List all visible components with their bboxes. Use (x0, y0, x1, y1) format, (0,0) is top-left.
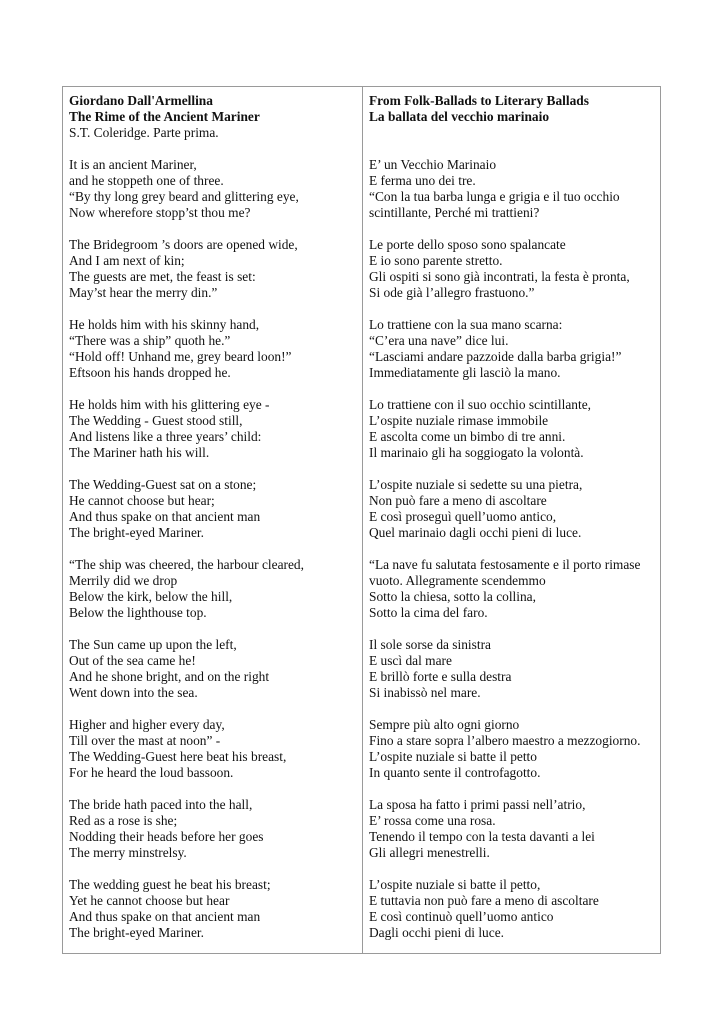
stanza (69, 797, 357, 861)
verse-line: “Con la tua barba lunga e grigia e il tuo occhio (369, 189, 620, 204)
verse-line: Gli allegri menestrelli. (369, 845, 490, 860)
stanza (69, 877, 357, 941)
verse-line: The bright-eyed Mariner. (69, 925, 204, 940)
stanza (369, 477, 657, 541)
verse-line: The Wedding-Guest here beat his breast, (69, 749, 287, 764)
verse-line: May’st hear the merry din.” (69, 285, 218, 300)
verse-line: L’ospite nuziale si sedette su una pietra, (369, 477, 583, 492)
verse-line: and he stoppeth one of three. (69, 173, 224, 188)
verse-line: L’ospite nuziale si batte il petto (369, 749, 537, 764)
verse-line: Went down into the sea. (69, 685, 198, 700)
column-divider (362, 87, 363, 953)
stanza (69, 717, 357, 781)
verse-line: And thus spake on that ancient man (69, 909, 261, 924)
verse-line: E’ un Vecchio Marinaio (369, 157, 497, 172)
verse-line: Sempre più alto ogni giorno (369, 717, 520, 732)
verse-line: L’ospite nuziale rimase immobile (369, 413, 549, 428)
verse-line: Lo trattiene con la sua mano scarna: (369, 317, 563, 332)
verse-line: Merrily did we drop (69, 573, 178, 588)
author-name: Giordano Dall'Armellina (69, 93, 213, 108)
verse-line: For he heard the loud bassoon. (69, 765, 234, 780)
verse-line: The Sun came up upon the left, (69, 637, 237, 652)
italian-stanzas (369, 157, 657, 941)
verse-line: He cannot choose but hear; (69, 493, 215, 508)
verse-line: Red as a rose is she; (69, 813, 178, 828)
verse-line: The Wedding - Guest stood still, (69, 413, 243, 428)
verse-line: The merry minstrelsy. (69, 845, 187, 860)
verse-line: And he shone bright, and on the right (69, 669, 270, 684)
verse-line: E uscì dal mare (369, 653, 452, 668)
verse-line: It is an ancient Mariner, (69, 157, 197, 172)
stanza (69, 397, 357, 461)
italian-column (369, 93, 657, 941)
english-stanzas (69, 157, 357, 941)
verse-line: Il sole sorse da sinistra (369, 637, 491, 652)
verse-line: Sotto la chiesa, sotto la collina, (369, 589, 536, 604)
verse-line: scintillante, Perché mi trattieni? (369, 205, 540, 220)
verse-line: And thus spake on that ancient man (69, 509, 261, 524)
verse-line: Gli ospiti si sono già incontrati, la festa è pronta, (369, 269, 630, 284)
poem-title-english: The Rime of the Ancient Mariner (69, 109, 260, 124)
bilingual-table (62, 86, 661, 954)
verse-line: Il marinaio gli ha soggiogato la volontà. (369, 445, 584, 460)
stanza (369, 317, 657, 381)
verse-line: E brillò forte e sulla destra (369, 669, 512, 684)
stanza (69, 237, 357, 301)
verse-line: Higher and higher every day, (69, 717, 225, 732)
verse-line: Si ode già l’allegro frastuono.” (369, 285, 535, 300)
verse-line: Sotto la cima del faro. (369, 605, 488, 620)
verse-line: Now wherefore stopp’st thou me? (69, 205, 251, 220)
verse-line: Tenendo il tempo con la testa davanti a lei (369, 829, 595, 844)
verse-line: E’ rossa come una rosa. (369, 813, 496, 828)
verse-line: “There was a ship” quoth he.” (69, 333, 231, 348)
verse-line: L’ospite nuziale si batte il petto, (369, 877, 541, 892)
verse-line: And listens like a three years’ child: (69, 429, 262, 444)
verse-line: The wedding guest he beat his breast; (69, 877, 271, 892)
stanza (69, 157, 357, 221)
verse-line: La sposa ha fatto i primi passi nell’atrio, (369, 797, 586, 812)
verse-line: E ascolta come un bimbo di tre anni. (369, 429, 566, 444)
verse-line: “La nave fu salutata festosamente e il porto rimase (369, 557, 641, 572)
verse-line: E così continuò quell’uomo antico (369, 909, 554, 924)
verse-line: The Wedding-Guest sat on a stone; (69, 477, 257, 492)
stanza (69, 557, 357, 621)
verse-line: “Hold off! Unhand me, grey beard loon!” (69, 349, 292, 364)
verse-line: Below the lighthouse top. (69, 605, 207, 620)
verse-line: “The ship was cheered, the harbour cleared, (69, 557, 304, 572)
verse-line: Quel marinaio dagli occhi pieni di luce. (369, 525, 582, 540)
verse-line: “C’era una nave” dice lui. (369, 333, 509, 348)
stanza (369, 157, 657, 221)
stanza (369, 237, 657, 301)
stanza (369, 717, 657, 781)
verse-line: Lo trattiene con il suo occhio scintillante, (369, 397, 591, 412)
verse-line: Si inabissò nel mare. (369, 685, 481, 700)
stanza (369, 637, 657, 701)
stanza (369, 797, 657, 861)
english-column (69, 93, 357, 941)
verse-line: “Lasciami andare pazzoide dalla barba grigia!” (369, 349, 622, 364)
poem-title-italian: La ballata del vecchio marinaio (369, 109, 550, 124)
verse-line: He holds him with his skinny hand, (69, 317, 260, 332)
verse-line: Yet he cannot choose but hear (69, 893, 230, 908)
verse-line: Below the kirk, below the hill, (69, 589, 233, 604)
verse-line: And I am next of kin; (69, 253, 185, 268)
verse-line: E così proseguì quell’uomo antico, (369, 509, 557, 524)
stanza (369, 557, 657, 621)
stanza (69, 317, 357, 381)
verse-line: E io sono parente stretto. (369, 253, 503, 268)
stanza (69, 637, 357, 701)
verse-line: Le porte dello sposo sono spalancate (369, 237, 566, 252)
verse-line: Nodding their heads before her goes (69, 829, 264, 844)
verse-line: E tuttavia non può fare a meno di ascoltare (369, 893, 599, 908)
verse-line: The bright-eyed Mariner. (69, 525, 204, 540)
verse-line: In quanto sente il controfagotto. (369, 765, 541, 780)
stanza (69, 477, 357, 541)
verse-line: He holds him with his glittering eye - (69, 397, 270, 412)
stanza (369, 877, 657, 941)
verse-line: Dagli occhi pieni di luce. (369, 925, 504, 940)
stanza (369, 397, 657, 461)
verse-line: vuoto. Allegramente scendemmo (369, 573, 546, 588)
verse-line: Out of the sea came he! (69, 653, 196, 668)
verse-line: The guests are met, the feast is set: (69, 269, 256, 284)
verse-line: Non può fare a meno di ascoltare (369, 493, 547, 508)
verse-line: Eftsoon his hands dropped he. (69, 365, 231, 380)
verse-line: Fino a stare sopra l’albero maestro a mezzogiorno. (369, 733, 641, 748)
verse-line: “By thy long grey beard and glittering eye, (69, 189, 299, 204)
section-title: From Folk-Ballads to Literary Ballads (369, 93, 589, 108)
verse-line: E ferma uno dei tre. (369, 173, 476, 188)
verse-line: The bride hath paced into the hall, (69, 797, 253, 812)
verse-line: Immediatamente gli lasciò la mano. (369, 365, 561, 380)
verse-line: The Mariner hath his will. (69, 445, 210, 460)
verse-line: The Bridegroom ’s doors are opened wide, (69, 237, 298, 252)
verse-line: Till over the mast at noon” - (69, 733, 221, 748)
source-note: S.T. Coleridge. Parte prima. (69, 125, 219, 140)
